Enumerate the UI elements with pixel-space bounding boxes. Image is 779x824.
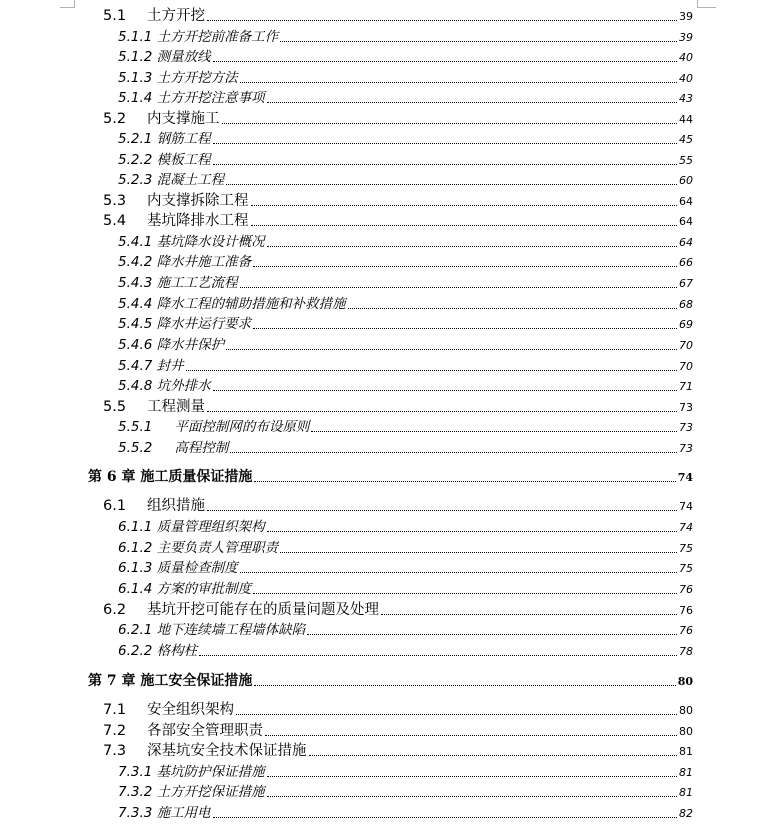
- toc-page-number: 81: [679, 766, 693, 779]
- toc-page-number: 39: [679, 31, 693, 44]
- toc-page-number: 80: [679, 725, 693, 738]
- toc-entry[interactable]: [118, 272, 693, 292]
- toc-entry-title: 5.4.3 施工工艺流程: [118, 275, 238, 291]
- toc-dot-leader: [226, 349, 677, 350]
- toc-page-number: 60: [679, 174, 693, 187]
- toc-entry-title: 5.4.6 降水井保护: [118, 337, 225, 353]
- toc-page-number: 74: [679, 521, 693, 534]
- toc-entry-title: 5.1.4 土方开挖注意事项: [118, 90, 265, 106]
- toc-dot-leader: [311, 431, 677, 432]
- toc-entry[interactable]: [103, 720, 693, 740]
- toc-entry-title: 基坑开挖可能存在的质量问题及处理: [147, 602, 379, 618]
- toc-page-number: 80: [679, 704, 693, 717]
- toc-dot-leader: [254, 685, 675, 686]
- toc-entry[interactable]: [118, 293, 693, 313]
- toc-entry-number: 7.3: [103, 743, 127, 759]
- toc-dot-leader: [307, 634, 677, 635]
- toc-dot-leader: [199, 655, 677, 656]
- toc-dot-leader: [280, 552, 677, 553]
- toc-entry-title: 7.3.2 土方开挖保证措施: [118, 784, 265, 800]
- toc-entry-title: 第 6 章 施工质量保证措施: [88, 469, 253, 485]
- toc-dot-leader: [267, 531, 677, 532]
- toc-dot-leader: [207, 411, 677, 412]
- toc-page-number: 66: [679, 256, 693, 269]
- toc-dot-leader: [267, 796, 677, 797]
- toc-entry[interactable]: [118, 437, 693, 457]
- toc-dot-leader: [267, 246, 677, 247]
- toc-entry-title: 6.2.1 地下连续墙工程墙体缺陷: [118, 622, 306, 638]
- toc-entry[interactable]: [103, 599, 693, 619]
- toc-page-number: 55: [679, 154, 693, 167]
- toc-entry[interactable]: [103, 699, 693, 719]
- toc-page-number: 74: [679, 500, 693, 513]
- toc-dot-leader: [309, 755, 678, 756]
- toc-entry[interactable]: [118, 640, 693, 660]
- toc-entry-title: 6.1.4 方案的审批制度: [118, 581, 252, 597]
- toc-dot-leader: [207, 510, 677, 511]
- toc-entry[interactable]: [118, 761, 693, 781]
- toc-dot-leader: [251, 205, 678, 206]
- page-corner-mark-left: [60, 0, 75, 8]
- toc-entry-title: 5.2.3 混凝土工程: [118, 172, 225, 188]
- page-corner-mark-right: [697, 0, 716, 8]
- toc-entry-number: 7.1: [103, 702, 127, 718]
- toc-entry[interactable]: [118, 355, 693, 375]
- toc-dot-leader: [254, 481, 675, 482]
- toc-page-number: 69: [679, 318, 693, 331]
- toc-page-number: 78: [679, 645, 693, 658]
- toc-page-number: 64: [679, 236, 693, 249]
- toc-dot-leader: [240, 287, 677, 288]
- toc-entry[interactable]: [118, 46, 693, 66]
- toc-entry[interactable]: [103, 396, 693, 416]
- toc-entry[interactable]: [118, 516, 693, 536]
- toc-entry[interactable]: [118, 578, 693, 598]
- toc-page-number: 76: [679, 604, 693, 617]
- toc-entry[interactable]: [118, 67, 693, 87]
- toc-dot-leader: [226, 184, 677, 185]
- toc-entry[interactable]: [118, 313, 693, 333]
- toc-entry[interactable]: [118, 128, 693, 148]
- toc-entry-title: 5.4.7 封井: [118, 358, 184, 374]
- toc-entry[interactable]: [103, 495, 693, 515]
- toc-page-number: 45: [679, 133, 693, 146]
- toc-page-number: 67: [679, 277, 693, 290]
- toc-page-number: 73: [679, 421, 693, 434]
- toc-entry-number: 5.3: [103, 193, 127, 209]
- toc-entry-title: 5.5.2 高程控制: [118, 440, 229, 456]
- toc-dot-leader: [253, 266, 677, 267]
- toc-dot-leader: [381, 614, 677, 615]
- toc-entry[interactable]: [118, 619, 693, 639]
- toc-entry-title: 6.1.3 质量检查制度: [118, 560, 238, 576]
- toc-entry[interactable]: [118, 557, 693, 577]
- toc-entry-title: 基坑降排水工程: [147, 213, 249, 229]
- toc-entry-number: 5.1: [103, 8, 127, 24]
- toc-entry[interactable]: [118, 334, 693, 354]
- toc-entry-title: 5.4.2 降水井施工准备: [118, 254, 252, 270]
- toc-dot-leader: [253, 593, 677, 594]
- toc-entry-number: 6.2: [103, 602, 127, 618]
- toc-page-number: 75: [679, 542, 693, 555]
- toc-entry[interactable]: [88, 670, 693, 690]
- toc-dot-leader: [280, 41, 677, 42]
- toc-dot-leader: [213, 61, 677, 62]
- toc-entry-title: 5.4.8 坑外排水: [118, 378, 211, 394]
- toc-entry-title: 工程测量: [147, 399, 205, 415]
- toc-entry-title: 组织措施: [147, 498, 205, 514]
- toc-page-number: 81: [679, 786, 693, 799]
- toc-dot-leader: [267, 102, 677, 103]
- toc-entry-number: 5.4: [103, 213, 127, 229]
- toc-dot-leader: [251, 225, 678, 226]
- toc-entry[interactable]: [118, 781, 693, 801]
- toc-page-number: 43: [679, 92, 693, 105]
- toc-page-number: 73: [679, 442, 693, 455]
- toc-page-number: 73: [679, 401, 693, 414]
- toc-entry-number: 7.2: [103, 723, 127, 739]
- toc-entry-title: 6.1.2 主要负责人管理职责: [118, 540, 279, 556]
- toc-entry-title: 深基坑安全技术保证措施: [147, 743, 307, 759]
- toc-entry[interactable]: [118, 26, 693, 46]
- toc-page-number: 76: [679, 583, 693, 596]
- toc-dot-leader: [186, 370, 677, 371]
- toc-entry-title: 5.1.2 测量放线: [118, 49, 211, 65]
- toc-entry[interactable]: [118, 231, 693, 251]
- toc-page-number: 68: [679, 298, 693, 311]
- toc-entry-title: 5.4.1 基坑降水设计概况: [118, 234, 265, 250]
- toc-page-number: 39: [679, 10, 693, 23]
- toc-page-number: 81: [679, 745, 693, 758]
- toc-entry-title: 7.3.1 基坑防护保证措施: [118, 764, 265, 780]
- toc-page-number: 75: [679, 562, 693, 575]
- toc-page-number: 40: [679, 72, 693, 85]
- toc-page-number: 44: [679, 113, 693, 126]
- toc-entry-title: 各部安全管理职责: [147, 723, 263, 739]
- toc-entry-title: 6.2.2 格构柱: [118, 643, 198, 659]
- toc-entry[interactable]: [118, 149, 693, 169]
- toc-entry-title: 7.3.3 施工用电: [118, 805, 211, 821]
- toc-entry-title: 5.5.1 平面控制网的布设原则: [118, 419, 310, 435]
- toc-entry-title: 安全组织架构: [147, 702, 234, 718]
- toc-entry-title: 6.1.1 质量管理组织架构: [118, 519, 265, 535]
- toc-entry[interactable]: [103, 740, 693, 760]
- toc-entry[interactable]: [103, 108, 693, 128]
- toc-entry-title: 内支撑施工: [147, 111, 220, 127]
- toc-page-number: 74: [677, 471, 693, 484]
- toc-entry[interactable]: [103, 210, 693, 230]
- toc-page-number: 40: [679, 51, 693, 64]
- toc-entry[interactable]: [103, 190, 693, 210]
- toc-page-number: 70: [679, 339, 693, 352]
- toc-entry-number: 5.2: [103, 111, 127, 127]
- toc-entry-title: 内支撑拆除工程: [147, 193, 249, 209]
- toc-entry[interactable]: [118, 416, 693, 436]
- toc-entry[interactable]: [118, 169, 693, 189]
- toc-dot-leader: [253, 328, 677, 329]
- toc-entry-title: 第 7 章 施工安全保证措施: [88, 673, 253, 689]
- toc-dot-leader: [213, 164, 677, 165]
- toc-page-number: 76: [679, 624, 693, 637]
- toc-page-number: 64: [679, 195, 693, 208]
- toc-entry-title: 5.2.2 模板工程: [118, 152, 211, 168]
- toc-dot-leader: [207, 20, 677, 21]
- toc-entry[interactable]: [118, 537, 693, 557]
- toc-entry[interactable]: [118, 802, 693, 822]
- toc-dot-leader: [265, 735, 677, 736]
- toc-dot-leader: [222, 123, 678, 124]
- toc-entry-title: 5.4.4 降水工程的辅助措施和补救措施: [118, 296, 346, 312]
- toc-entry[interactable]: [103, 5, 693, 25]
- toc-dot-leader: [213, 817, 677, 818]
- toc-dot-leader: [213, 143, 677, 144]
- toc-dot-leader: [240, 572, 677, 573]
- toc-entry[interactable]: [118, 87, 693, 107]
- toc-entry-number: 5.5: [103, 399, 127, 415]
- toc-entry-title: 土方开挖: [147, 8, 205, 24]
- toc-entry[interactable]: [118, 375, 693, 395]
- toc-dot-leader: [267, 776, 677, 777]
- toc-entry-number: 6.1: [103, 498, 127, 514]
- toc-dot-leader: [236, 714, 677, 715]
- toc-dot-leader: [230, 452, 677, 453]
- toc-entry-title: 5.1.3 土方开挖方法: [118, 70, 238, 86]
- toc-dot-leader: [348, 308, 677, 309]
- toc-entry[interactable]: [118, 251, 693, 271]
- toc-entry-title: 5.1.1 土方开挖前准备工作: [118, 29, 279, 45]
- toc-dot-leader: [240, 82, 677, 83]
- toc-entry-title: 5.4.5 降水井运行要求: [118, 316, 252, 332]
- toc-entry[interactable]: [88, 466, 693, 486]
- toc-entry-title: 5.2.1 钢筋工程: [118, 131, 211, 147]
- toc-page-number: 82: [679, 807, 693, 820]
- toc-page-number: 71: [679, 380, 693, 393]
- toc-page-number: 70: [679, 360, 693, 373]
- toc-page-number: 80: [677, 675, 693, 688]
- toc-dot-leader: [213, 390, 677, 391]
- toc-page-number: 64: [679, 215, 693, 228]
